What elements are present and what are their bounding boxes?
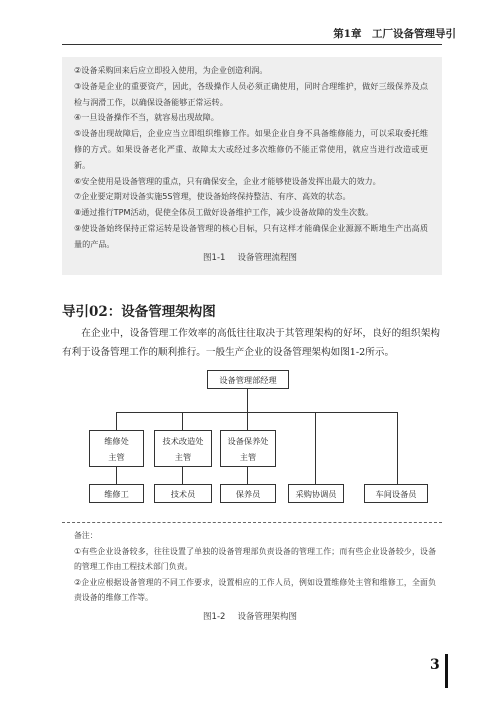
- connector: [182, 412, 183, 430]
- note-item: ⑥安全使用是设备管理的重点，只有确保安全，企业才能够使设备发挥出最大的效力。: [74, 175, 381, 186]
- note-item: ⑦企业要定期对设备实施5S管理，使设备始终保持整洁、有序、高效的状态。: [74, 191, 351, 202]
- note-item: ⑧通过推行TPM活动，促使全体员工做好设备维护工作，减少设备故障的发生次数。: [74, 207, 374, 218]
- org-chart: [62, 362, 442, 524]
- staff-label: 车间设备员: [375, 488, 417, 499]
- body-paragraph: 在企业中，设备管理工作效率的高低往往取决于其管理架构的好坏，良好的组织架构有利于设备管理工作的顺利推行。一般生产企业的设备管理架构如图1-2所示。: [62, 328, 440, 358]
- note-item: ②设备采购回来后应立即投入使用，为企业创造利润。: [74, 65, 268, 75]
- connector: [315, 412, 316, 484]
- staff-box: [89, 484, 144, 503]
- supervisor-label-line2: 主管: [174, 451, 192, 462]
- remarks-label: 备注：: [74, 531, 98, 540]
- supervisor-box-maintenance: [220, 430, 276, 467]
- connector: [116, 412, 117, 430]
- supervisor-label-line1: 设备保养处: [227, 435, 269, 446]
- section-title: 导引02：设备管理架构图: [62, 304, 216, 320]
- remark-item: ①有些企业设备较多，往往设置了单独的设备管理部负责设备的管理工作；而有些企业设备较少，设备的管理工作由工程技术部门负责。: [74, 546, 436, 571]
- figure-2-caption: [0, 610, 500, 622]
- page-number-bar: [445, 654, 448, 688]
- connector: [397, 412, 398, 484]
- note-item: ⑨使设备始终保持正常运转是设备管理的核心目标，只有这样才能确保企业源源不断地生产出高质量的产品。: [74, 222, 428, 249]
- manager-box: [207, 370, 289, 389]
- connector: [182, 466, 183, 484]
- note-item: ③设备是企业的重要资产，因此，各级操作人员必须正确使用，同时合理维护，做好三级保养及点检与润滑工作，以确保设备能够正常运转。: [74, 80, 428, 107]
- flow-notes-box: [62, 57, 442, 275]
- connector: [116, 412, 397, 413]
- staff-box: [220, 484, 276, 503]
- figure-2-title: 设备管理架构图: [237, 612, 297, 622]
- supervisor-box-tech: [154, 430, 212, 467]
- connector: [247, 466, 248, 484]
- note-item: ⑤设备出现故障后，企业应当立即组织维修工作。如果企业自身不具备维修能力，可以采取委托维修的方式。如果设备老化严重、故障太大或经过多次维修仍不能正常使用，就应当进行改造或更新。: [74, 128, 428, 170]
- staff-label: 保养员: [235, 488, 261, 499]
- page-number: 3: [430, 657, 440, 673]
- supervisor-box-repair: [89, 430, 144, 467]
- staff-label: 采购协调员: [295, 488, 337, 499]
- supervisor-label-line1: 技术改造处: [162, 435, 204, 446]
- staff-box: [288, 484, 344, 503]
- note-item: ④一旦设备操作不当，就容易出现故障。: [74, 112, 219, 123]
- staff-label: 维修工: [104, 488, 129, 499]
- remark-item: ②企业应根据设备管理的不同工作要求，设置相应的工作人员，例如设置维修处主管和维修工，全面负责设备的维修工作等。: [74, 577, 436, 602]
- figure-1-number: 图1-1: [203, 253, 226, 263]
- staff-label: 技术员: [170, 488, 196, 499]
- supervisor-label-line2: 主管: [239, 451, 257, 462]
- figure-1-caption: [0, 251, 500, 263]
- manager-label: 设备管理部经理: [219, 374, 277, 385]
- header-rule: [62, 44, 442, 45]
- supervisor-label-line1: 维修处: [104, 435, 129, 446]
- staff-box: [364, 484, 428, 503]
- staff-box: [154, 484, 212, 503]
- connector: [247, 388, 248, 412]
- connector: [247, 412, 248, 430]
- supervisor-label-line2: 主管: [108, 451, 125, 462]
- figure-2-number: 图1-2: [203, 612, 226, 622]
- remarks-block: [62, 528, 442, 606]
- figure-1-title: 设备管理流程图: [237, 253, 297, 263]
- connector: [116, 466, 117, 484]
- remarks-divider: [62, 522, 442, 523]
- chapter-header: 第1章 工厂设备管理导引: [333, 28, 456, 40]
